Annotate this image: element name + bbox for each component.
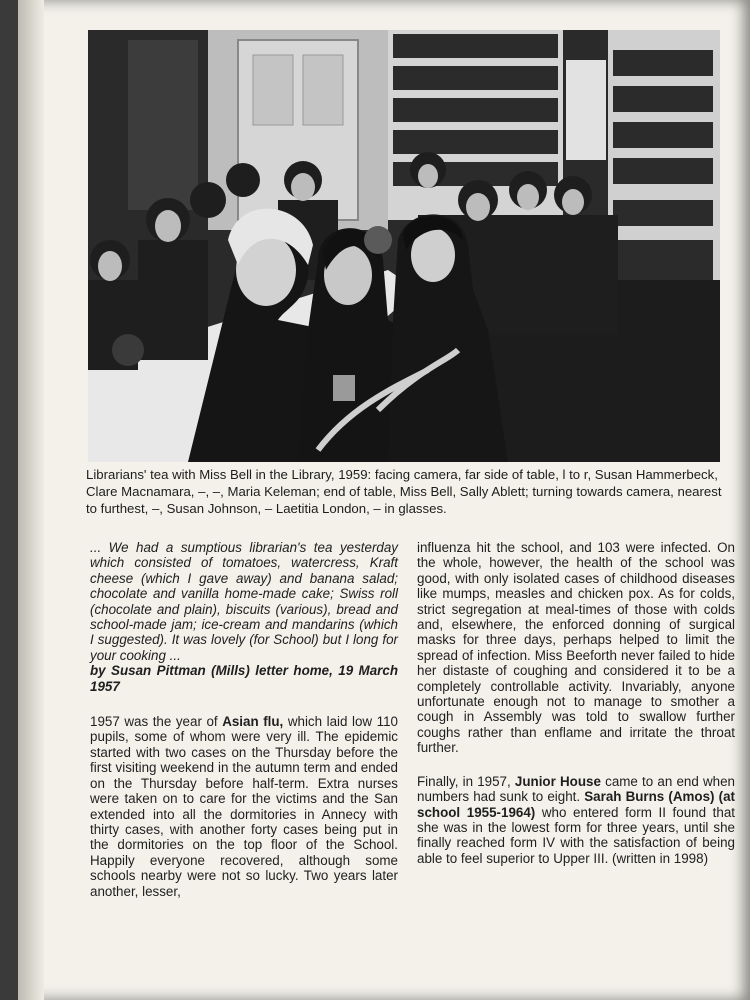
page-gutter bbox=[18, 0, 44, 1000]
junior-house-term: Junior House bbox=[514, 773, 601, 789]
quote-byline: by Susan Pittman (Mills) letter home, 19 March 1957 bbox=[90, 663, 398, 694]
right-column bbox=[417, 540, 735, 884]
junior-house-paragraph: Finally, in 1957, Junior House came to an end when numbers had sunk to eight. Sarah Burns (Amos) (at school 1955-1964) who entered form II found that she was in the lowest form for three years, until she finally reached form IV with the satisfaction of being able to feel superior to Upper III. (written in 1998) bbox=[417, 773, 736, 866]
asian-flu-term: Asian flu, bbox=[222, 714, 284, 730]
letter-quote: ... We had a sumptious librarian's tea yesterday which consisted of tomatoes, watercress, Kraft cheese (which I gave away) and banana salad; chocolate and vanilla home-made cake; Swiss roll (chocolate and plain), biscuits (various), bread and school-made jam; ice-cream and mandarins (which I suggested). It was lovely (for School) but I long for your cooking ... bbox=[90, 540, 398, 663]
influenza-paragraph: influenza hit the school, and 103 were infected. On the whole, however, the health of the school was good, with only isolated cases of childhood diseases like mumps, measles and chicken pox. As for colds, strict segregation at meal-times of those with colds and, elsewhere, the enforced donning of surgical masks for three days, perhaps helped to limit the spread of infection. Miss Beeforth never failed to hide her distaste of coughing and considered it to be a completely controllable activity. Invariably, anyone unfortunate enough not to manage to smother a cough in Assembly was told to swallow further coughs rather than enflame and irritate the throat further. bbox=[417, 540, 735, 756]
left-column bbox=[90, 540, 398, 917]
photo-caption: Librarians' tea with Miss Bell in the Library, 1959: facing camera, far side of table, l to r, Susan Hammerbeck, Clare Macnamara, –, –, Maria Keleman; end of table, Miss Bell, Sally Ablett; turning towards camera, nearest to furthest, –, Susan Johnson, – Laetitia London, – in glasses. bbox=[86, 467, 722, 516]
book-page bbox=[18, 0, 750, 1000]
asian-flu-paragraph: 1957 was the year of Asian flu, which laid low 110 pupils, some of whom were very ill. The epidemic started with two cases on the Thursday before the first visiting weekend in the autumn term and ended on the Thursday before half-term. Extra nurses were taken on to care for the victims and the San extended into all the dormitories in Annecy with thirty cases, with another forty cases being put in the dormitories on the top floor of the School. Happily everyone recovered, although some schools nearby were not so lucky. Two years later another, lesser, bbox=[90, 714, 398, 899]
photo-illustration bbox=[88, 30, 720, 462]
library-tea-photograph bbox=[88, 30, 720, 462]
sarah-burns-name: Sarah Burns (Amos) (at school 1955-1964) bbox=[417, 789, 735, 820]
